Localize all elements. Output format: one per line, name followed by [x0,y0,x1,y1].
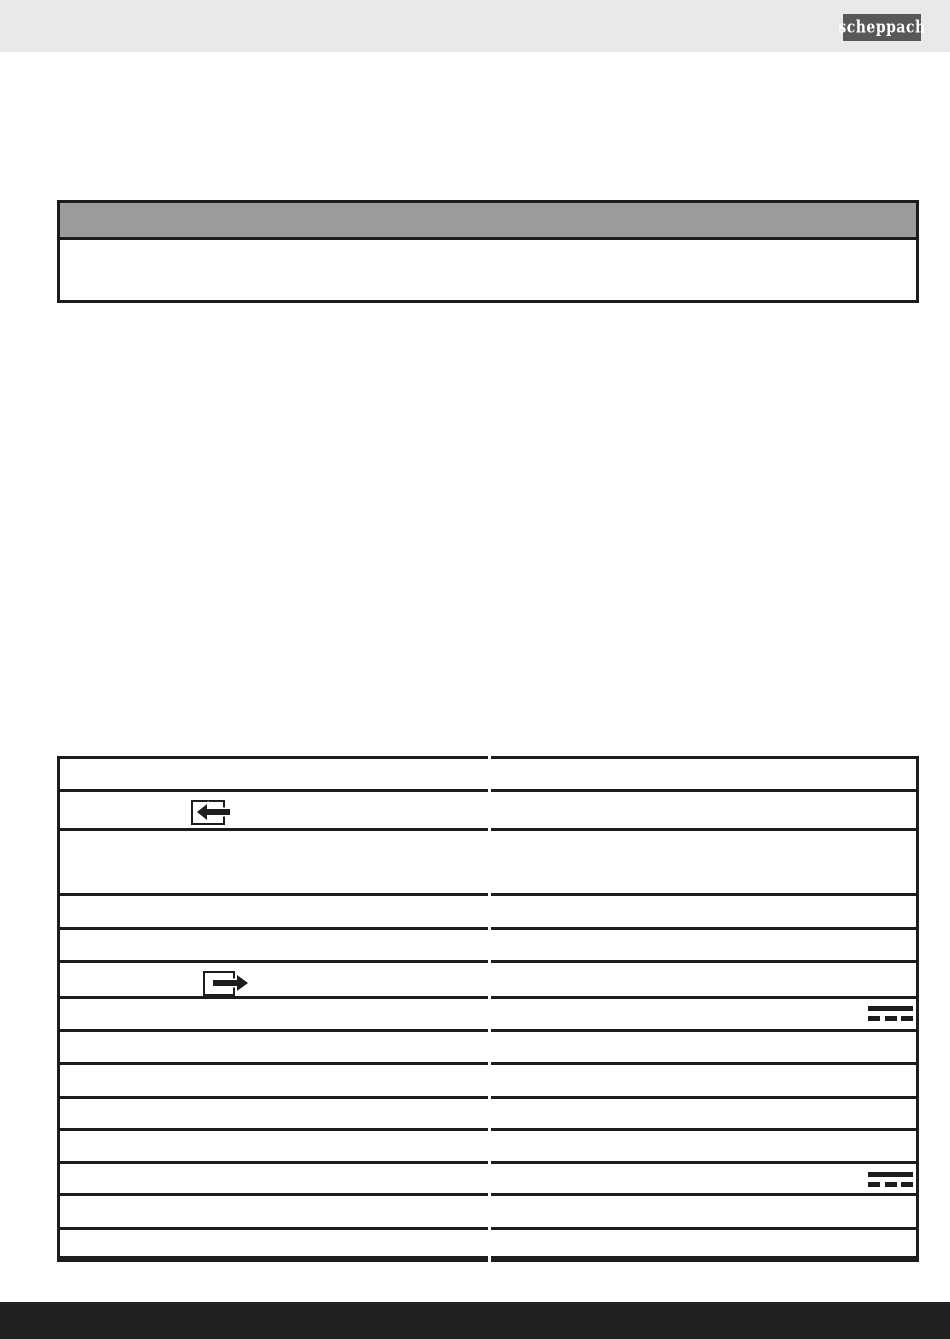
header-band [0,0,950,52]
dc-current-icon [868,1006,913,1022]
notice-box-body [60,240,916,297]
arrow-into-box-icon [191,799,233,826]
column-divider-gap [488,756,491,1262]
scheppach-logo [838,14,926,41]
arrow-out-of-box-icon [203,970,249,997]
scheppach-logo-text: scheppach [838,18,926,37]
footer-bar [0,1302,950,1339]
dc-current-icon [868,1172,913,1188]
notice-box [57,200,919,303]
symbols-table [57,756,919,1262]
notice-box-header [60,203,916,240]
